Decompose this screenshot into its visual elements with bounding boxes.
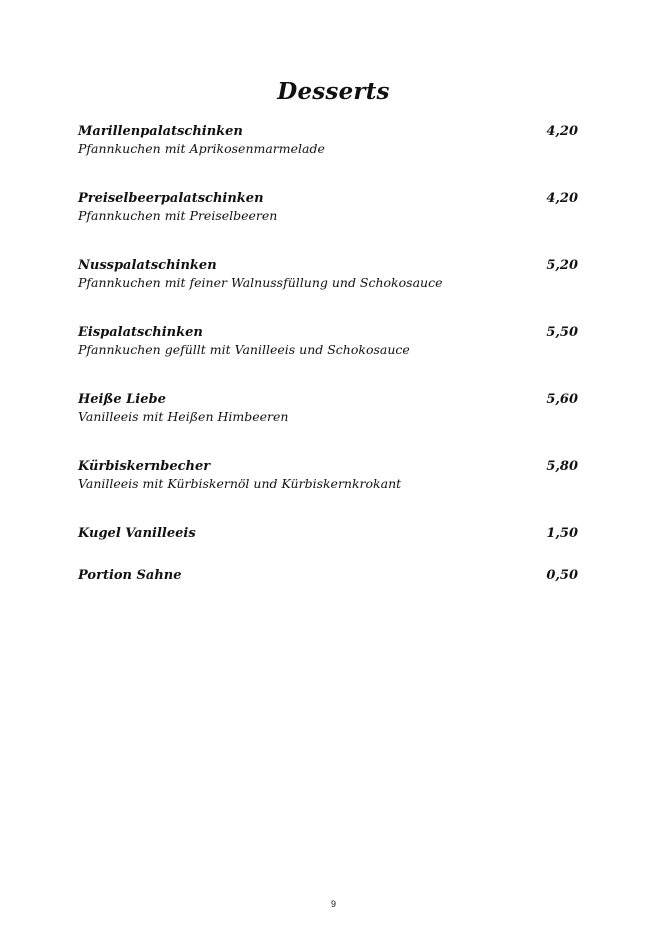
menu-item-name: Portion Sahne — [78, 568, 182, 583]
menu-item — [78, 391, 578, 458]
menu-item — [78, 123, 578, 190]
menu-item-price: 5,60 — [546, 392, 578, 407]
menu-item-header — [78, 458, 578, 475]
menu-item-header — [78, 525, 578, 542]
menu-item-price: 5,80 — [546, 459, 578, 474]
menu-item-price: 4,20 — [546, 124, 578, 139]
dessert-menu-list — [78, 123, 578, 587]
menu-item-price: 5,20 — [546, 258, 578, 273]
menu-item-price: 0,50 — [546, 568, 578, 583]
page-title: Desserts — [277, 78, 390, 105]
menu-item-price: 4,20 — [546, 191, 578, 206]
menu-item-price: 1,50 — [546, 526, 578, 541]
page-number: 9 — [330, 899, 336, 909]
menu-item — [78, 257, 578, 324]
menu-item-name: Heiße Liebe — [78, 392, 166, 407]
menu-item-name: Marillenpalatschinken — [78, 124, 243, 139]
menu-item-description: Pfannkuchen mit feiner Walnussfüllung und Schokosauce — [78, 275, 443, 290]
menu-item — [78, 324, 578, 391]
menu-item-header — [78, 257, 578, 274]
menu-item-name: Eispalatschinken — [78, 325, 203, 340]
menu-item-name: Kugel Vanilleeis — [78, 526, 196, 541]
menu-item-description: Vanilleeis mit Kürbiskernöl und Kürbiskernkrokant — [78, 476, 402, 491]
menu-item-header — [78, 324, 578, 341]
menu-item — [78, 458, 578, 525]
menu-item-header — [78, 190, 578, 207]
menu-item — [78, 190, 578, 257]
menu-item-description: Pfannkuchen mit Aprikosenmarmelade — [78, 141, 325, 156]
menu-item-name: Nusspalatschinken — [78, 258, 217, 273]
menu-item-name: Kürbiskernbecher — [78, 459, 211, 474]
menu-item-header — [78, 567, 578, 584]
menu-item — [78, 525, 578, 567]
menu-item-description: Pfannkuchen gefüllt mit Vanilleeis und Schokosauce — [78, 342, 410, 357]
menu-item-header — [78, 123, 578, 140]
menu-item-price: 5,50 — [546, 325, 578, 340]
menu-item-name: Preiselbeerpalatschinken — [78, 191, 264, 206]
menu-item-description: Pfannkuchen mit Preiselbeeren — [78, 208, 278, 223]
menu-item-description: Vanilleeis mit Heißen Himbeeren — [78, 409, 289, 424]
menu-item — [78, 567, 578, 587]
menu-item-header — [78, 391, 578, 408]
